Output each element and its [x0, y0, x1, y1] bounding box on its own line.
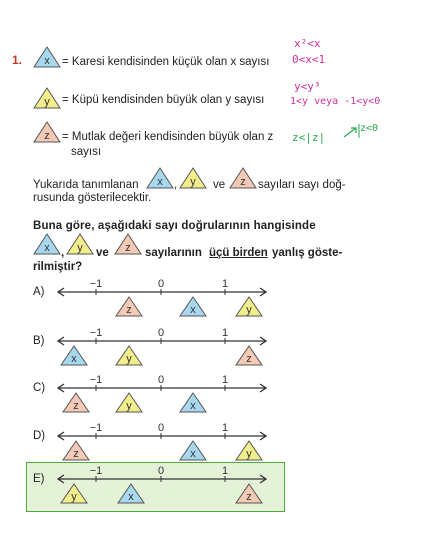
triangle-x-marker [180, 441, 206, 460]
question-number: 1. [12, 53, 23, 67]
prompt-line1: Buna göre, aşağıdaki sayı doğrularının hangisinde [33, 220, 316, 232]
intro-text-b: , [174, 179, 178, 191]
intro-text-line2: rusunda gösterilecektir. [33, 192, 152, 204]
triangle-x-marker [118, 484, 144, 503]
triangle-x-marker [180, 297, 206, 316]
svg-text:y: y [246, 448, 252, 460]
triangle-z-marker [236, 484, 262, 503]
triangle-z-intro [229, 167, 257, 194]
triangle-z-marker [63, 441, 89, 460]
annotation-z-range: z<0 [360, 123, 379, 134]
intro-text-a: Yukarıda tanımlanan [33, 179, 139, 191]
tick-label: 0 [157, 278, 165, 290]
tick-label: 0 [157, 465, 165, 477]
tick-label: −1 [89, 374, 103, 386]
tick-label: 1 [221, 422, 229, 434]
tick-label: −1 [89, 278, 103, 290]
svg-text:y: y [126, 400, 132, 412]
triangle-y-marker [236, 441, 262, 460]
svg-text:x: x [157, 176, 163, 188]
triangle-x-prompt [33, 233, 61, 260]
prompt-text-f: yanlış göste- [272, 247, 343, 259]
tick-label: 1 [221, 278, 229, 290]
arrow-annotation-icon [342, 124, 362, 140]
tick-label: 1 [221, 374, 229, 386]
triangle-y-marker [61, 484, 87, 503]
svg-text:x: x [190, 400, 196, 412]
definition-z-line1: = Mutlak değeri kendisinden büyük olan z [62, 131, 274, 143]
svg-text:z: z [73, 448, 79, 460]
tick-label: 1 [221, 465, 229, 477]
tick-label: 1 [221, 327, 229, 339]
svg-text:z: z [240, 176, 246, 188]
triangle-z-marker [116, 297, 142, 316]
prompt-text-c: ve [96, 247, 109, 259]
triangle-y-intro [179, 167, 207, 194]
triangle-x-intro [146, 167, 174, 194]
annotation-z-condition: z<|z| [292, 131, 326, 144]
definition-z-line2: sayısı [71, 146, 102, 158]
number-line [0, 420, 426, 468]
tick-label: −1 [89, 327, 103, 339]
triangle-y-marker [116, 346, 142, 365]
triangle-y-prompt [66, 233, 94, 260]
triangle-x-marker [61, 346, 87, 365]
triangle-z-def [33, 121, 61, 148]
number-line [0, 463, 426, 511]
option-label[interactable]: C) [33, 382, 46, 394]
definition-y: = Küpü kendisinden büyük olan y sayısı [62, 94, 265, 106]
svg-text:y: y [77, 242, 83, 254]
number-line [0, 372, 426, 420]
triangle-x-marker [180, 393, 206, 412]
triangle-z-marker [63, 393, 89, 412]
tick-label: 0 [157, 374, 165, 386]
svg-text:z: z [125, 242, 131, 254]
svg-text:z: z [126, 304, 132, 316]
triangle-y-def [33, 87, 61, 114]
prompt-emphasis: üçü birden [209, 247, 268, 259]
option-label[interactable]: E) [33, 473, 45, 485]
svg-text:z: z [44, 130, 50, 142]
option-label[interactable]: B) [33, 335, 45, 347]
annotation-y-range: 1<y veya -1<y<0 [290, 96, 381, 107]
annotation-y-condition: y<y³ [294, 80, 321, 93]
triangle-y-marker [116, 393, 142, 412]
option-label[interactable]: A) [33, 286, 45, 298]
option-label[interactable]: D) [33, 430, 46, 442]
svg-text:x: x [190, 304, 196, 316]
tick-label: −1 [89, 422, 103, 434]
tick-label: 0 [157, 327, 165, 339]
annotation-x-condition: x²<x [294, 37, 321, 50]
number-line [0, 325, 426, 373]
svg-text:z: z [246, 353, 252, 365]
triangle-z-marker [236, 346, 262, 365]
svg-text:x: x [44, 242, 50, 254]
prompt-text-b: , [61, 247, 65, 259]
svg-text:x: x [71, 353, 77, 365]
intro-text-c: ve [213, 179, 226, 191]
prompt-text-d: sayılarının [145, 247, 202, 259]
triangle-z-prompt [114, 233, 142, 260]
svg-text:z: z [246, 491, 252, 503]
tick-label: −1 [89, 465, 103, 477]
prompt-line3: rilmiştir? [33, 261, 83, 273]
svg-text:y: y [126, 353, 132, 365]
svg-text:y: y [44, 96, 50, 108]
number-line [0, 276, 426, 324]
definition-x: = Karesi kendisinden küçük olan x sayısı [62, 56, 270, 68]
annotation-x-range: 0<x<1 [292, 53, 326, 66]
intro-text-d: sayıları sayı doğ- [258, 179, 346, 191]
svg-text:x: x [128, 491, 134, 503]
svg-text:x: x [44, 55, 50, 67]
svg-text:y: y [246, 304, 252, 316]
svg-text:y: y [190, 176, 196, 188]
triangle-x-def [33, 46, 61, 73]
tick-label: 0 [157, 422, 165, 434]
triangle-y-marker [236, 297, 262, 316]
svg-text:x: x [190, 448, 196, 460]
svg-text:z: z [73, 400, 79, 412]
svg-text:y: y [71, 491, 77, 503]
